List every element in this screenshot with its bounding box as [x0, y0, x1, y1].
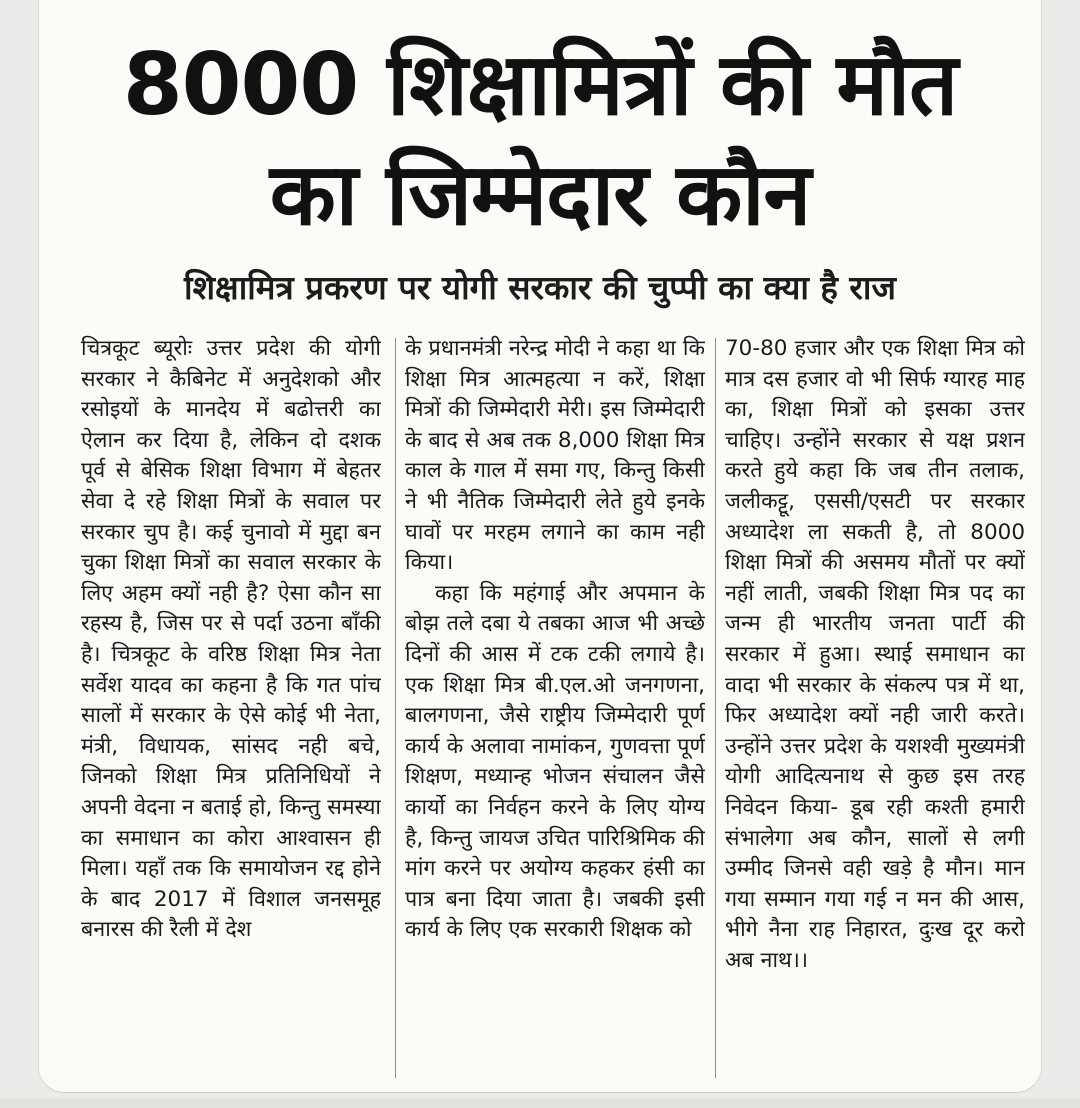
newspaper-clipping [38, 0, 1042, 1093]
column-divider [395, 338, 396, 1078]
article-column-1 [81, 334, 381, 1079]
headline-line-2: का जिम्मेदार कौन [269, 145, 811, 245]
column-divider [715, 338, 716, 1078]
paragraph: के प्रधानमंत्री नरेन्द्र मोदी ने कहा था कि शिक्षा मित्र आत्महत्या न करें, शिक्षा मित्रों की जिम्मेदारी मेरी। इस जिम्मेदारी के बाद से अब तक 8,000 शिक्षा मित्र काल के गाल में समा गए, किन्तु किसी ने भी नैतिक जिम्मेदारी लेते हुये इनके घावों पर मरहम लगाने का काम नही किया। [405, 336, 705, 576]
paragraph: 70-80 हजार और एक शिक्षा मित्र को मात्र दस हजार वो भी सिर्फ ग्यारह माह का, शिक्षा मित्रों को इसका उत्तर चाहिए। उन्होंने सरकार से यक्ष प्रशन करते हुये कहा कि जब तीन तलाक, जलीकट्टू, एससी/एसटी पर सरकार अध्यादेश ला सकती है, तो 8000 शिक्षा मित्रों की असमय मौतों पर क्यों नहीं लाती, जबकी शिक्षा मित्र पद का जन्म ही भारतीय जनता पार्टी की सरकार में हुआ। स्थाई समाधान का वादा भी सरकार के संकल्प पत्र में था, फिर अध्यादेश क्यों नही जारी करते। उन्होंने उत्तर प्रदेश के यशश्वी मुख्यमंत्री योगी आदित्यनाथ से कुछ इस तरह निवेदन किया- डूब रही कश्ती हमारी संभालेगा अब कौन, सालों से लगी उम्मीद जिनसे वही खड़े है मौन। मान गया सम्मान गया गई न मन की आस, भीगे नैना राह निहारत, दुःख दूर करो अब नाथ।। [725, 336, 1025, 973]
headline-line-1: 8000 शिक्षामित्रों की मौत [122, 35, 958, 135]
article-column-3 [725, 334, 1025, 1079]
paragraph: कहा कि महंगाई और अपमान के बोझ तले दबा ये तबका आज भी अच्छे दिनों की आस में टक टकी लगाये है। एक शिक्षा मित्र बी.एल.ओ जनगणना, बालगणना, जैसे राष्ट्रीय जिम्मेदारी पूर्ण कार्य के अलावा नामांकन, गुणवत्ता पूर्ण शिक्षण, मध्यान्ह भोजन संचालन जैसे कार्यो का निर्वहन करने के लिए योग्य है, किन्तु जायज उचित पारिश्रिमिक की मांग करने पर अयोग्य कहकर हंसी का पात्र बना दिया जाता है। जबकी इसी कार्य के लिए एक सरकारी शिक्षक को [405, 580, 705, 943]
article-column-2 [405, 334, 705, 1079]
subheadline: शिक्षामित्र प्रकरण पर योगी सरकार की चुप्पी का क्या है राज [184, 268, 896, 307]
paragraph: चित्रकूट ब्यूरोः उत्तर प्रदेश की योगी सरकार ने कैबिनेट में अनुदेशको और रसोइयों के मानदेय में बढोत्तरी का ऐलान कर दिया है, लेकिन दो दशक पूर्व से बेसिक शिक्षा विभाग में बेहतर सेवा दे रहे शिक्षा मित्रों के सवाल पर सरकार चुप है। कई चुनावो में मुद्दा बन चुका शिक्षा मित्रों का सवाल सरकार के लिए अहम क्यों नही है? ऐसा कौन सा रहस्य है, जिस पर से पर्दा उठना बाँकी है। चित्रकूट के वरिष्ठ शिक्षा मित्र नेता सर्वेश यादव का कहना है कि गत पांच सालों में सरकार के ऐसे कोई भी नेता, मंत्री, विधायक, सांसद नही बचे, जिनको शिक्षा मित्र प्रतिनिधियों ने अपनी वेदना न बताई हो, किन्तु समस्या का समाधान का कोरा आश्वासन ही मिला। यहाँ तक कि समायोजन रद्द होने के बाद 2017 में विशाल जनसमूह बनारस की रैली में देश [81, 336, 381, 943]
bottom-edge [0, 1098, 1080, 1108]
